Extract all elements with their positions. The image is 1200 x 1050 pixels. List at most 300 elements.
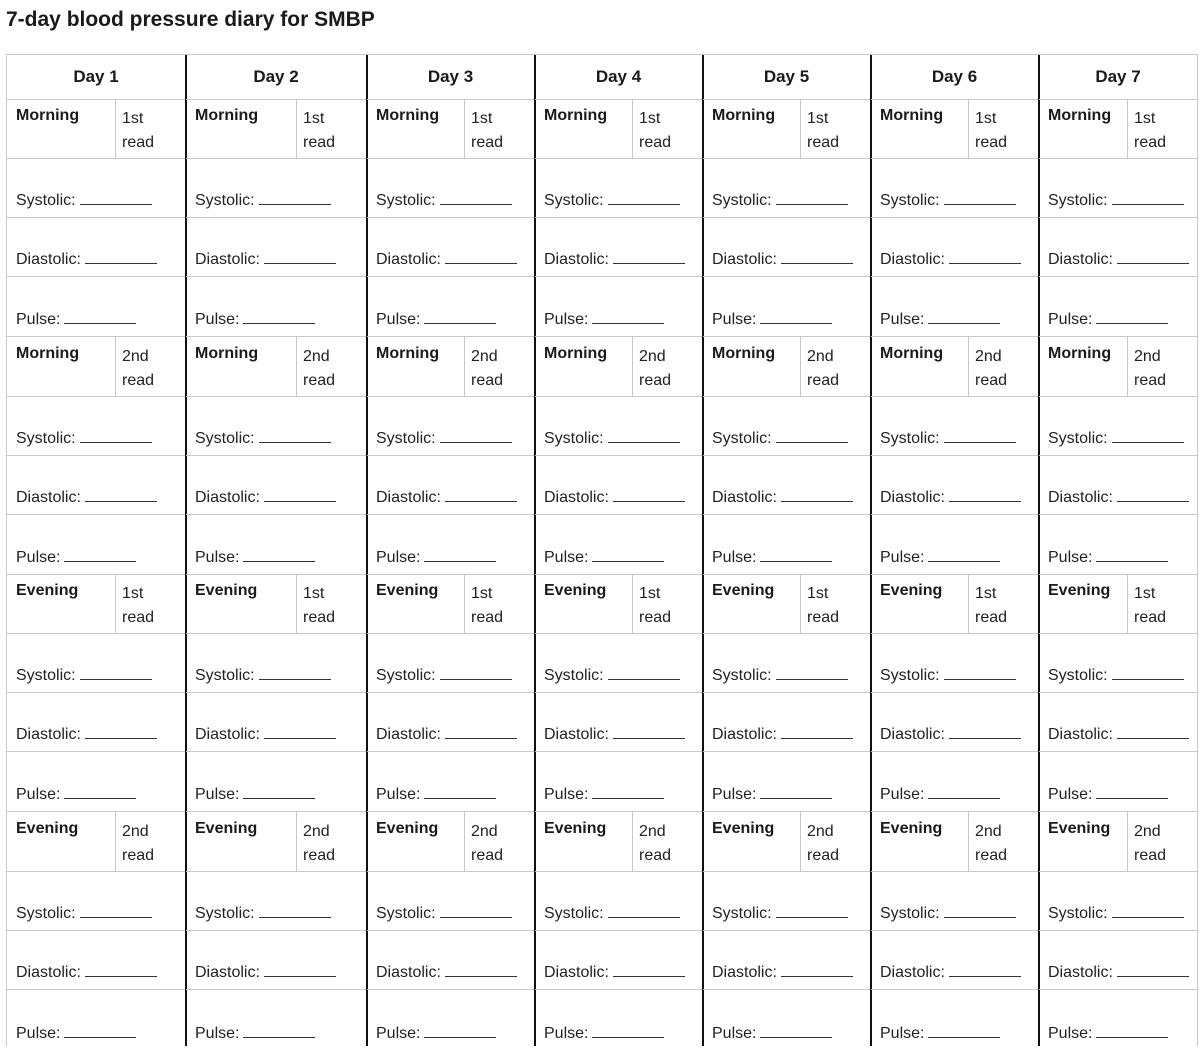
reading-field-row[interactable] — [1039, 159, 1197, 218]
reading-field[interactable] — [16, 428, 152, 448]
reading-field[interactable] — [880, 903, 1016, 923]
blank-entry-line[interactable] — [781, 249, 853, 264]
reading-field-row[interactable] — [1039, 753, 1197, 812]
blank-entry-line[interactable] — [949, 724, 1021, 739]
reading-field[interactable] — [712, 724, 853, 744]
reading-field[interactable] — [1048, 962, 1189, 982]
read-label: 1st — [1134, 110, 1156, 127]
reading-field[interactable] — [880, 784, 1000, 804]
reading-field[interactable] — [1048, 665, 1184, 685]
reading-field[interactable] — [376, 962, 517, 982]
reading-field[interactable] — [16, 665, 152, 685]
blank-entry-line[interactable] — [760, 784, 832, 799]
reading-field[interactable] — [376, 547, 496, 567]
read-number-box — [800, 812, 870, 871]
field-label: Systolic: — [712, 192, 772, 209]
blank-entry-line[interactable] — [424, 547, 496, 562]
blank-entry-line[interactable] — [445, 724, 517, 739]
reading-field-row[interactable] — [535, 991, 702, 1050]
blank-entry-line[interactable] — [264, 487, 336, 502]
reading-field-row[interactable] — [367, 456, 534, 515]
blank-entry-line[interactable] — [264, 962, 336, 977]
reading-field-row[interactable] — [871, 397, 1038, 456]
reading-field[interactable] — [712, 547, 832, 567]
reading-field[interactable] — [544, 665, 680, 685]
blank-entry-line[interactable] — [80, 665, 152, 680]
reading-field[interactable] — [195, 487, 336, 507]
blank-entry-line[interactable] — [264, 724, 336, 739]
field-label: Systolic: — [195, 192, 255, 209]
reading-field-row[interactable] — [7, 991, 185, 1050]
reading-field[interactable] — [16, 724, 157, 744]
reading-field[interactable] — [880, 309, 1000, 329]
reading-field[interactable] — [880, 724, 1021, 744]
reading-field[interactable] — [195, 428, 331, 448]
blank-entry-line[interactable] — [944, 665, 1016, 680]
blank-entry-line[interactable] — [776, 903, 848, 918]
reading-field-row[interactable] — [535, 278, 702, 337]
reading-field-row[interactable] — [367, 218, 534, 277]
reading-field[interactable] — [544, 784, 664, 804]
blank-entry-line[interactable] — [928, 784, 1000, 799]
blank-entry-line[interactable] — [445, 962, 517, 977]
reading-field-row[interactable] — [1039, 931, 1197, 990]
blank-entry-line[interactable] — [776, 428, 848, 443]
field-label: Pulse: — [544, 1024, 589, 1042]
reading-field[interactable] — [880, 547, 1000, 567]
blank-entry-line[interactable] — [64, 1023, 136, 1038]
field-label: Pulse: — [376, 310, 421, 328]
reading-field-row[interactable] — [703, 218, 870, 277]
reading-field[interactable] — [544, 903, 680, 923]
session-header — [871, 574, 1038, 634]
reading-field-row[interactable] — [871, 516, 1038, 575]
reading-field[interactable] — [16, 1023, 136, 1043]
blank-entry-line[interactable] — [928, 1023, 1000, 1038]
reading-field-row[interactable] — [1039, 991, 1197, 1050]
reading-field-row[interactable] — [186, 159, 366, 218]
read-label: read — [471, 134, 504, 151]
reading-field-row[interactable] — [7, 159, 185, 218]
blank-entry-line[interactable] — [608, 665, 680, 680]
reading-field[interactable] — [195, 724, 336, 744]
reading-field[interactable] — [376, 428, 512, 448]
reading-field-row[interactable] — [186, 456, 366, 515]
reading-field[interactable] — [195, 784, 315, 804]
session-name: Morning — [195, 345, 259, 362]
field-label: Systolic: — [1048, 905, 1108, 922]
reading-field[interactable] — [880, 1023, 1000, 1043]
blank-entry-line[interactable] — [1112, 190, 1184, 205]
reading-field[interactable] — [1048, 428, 1184, 448]
blank-entry-line[interactable] — [781, 487, 853, 502]
reading-field-row[interactable] — [535, 397, 702, 456]
read-label: read — [1134, 847, 1167, 864]
blank-entry-line[interactable] — [613, 962, 685, 977]
blank-entry-line[interactable] — [1096, 1023, 1168, 1038]
reading-field-row[interactable] — [1039, 278, 1197, 337]
blank-entry-line[interactable] — [259, 428, 331, 443]
reading-field[interactable] — [1048, 190, 1184, 210]
reading-field[interactable] — [195, 962, 336, 982]
reading-field-row[interactable] — [186, 931, 366, 990]
blank-entry-line[interactable] — [592, 309, 664, 324]
blank-entry-line[interactable] — [264, 249, 336, 264]
blank-entry-line[interactable] — [440, 428, 512, 443]
blank-entry-line[interactable] — [613, 249, 685, 264]
blank-entry-line[interactable] — [608, 903, 680, 918]
reading-field-row[interactable] — [186, 278, 366, 337]
read-label: 2nd — [1134, 348, 1161, 365]
blank-entry-line[interactable] — [1112, 665, 1184, 680]
reading-field-row[interactable] — [1039, 397, 1197, 456]
blank-entry-line[interactable] — [445, 249, 517, 264]
blank-entry-line[interactable] — [64, 547, 136, 562]
session-name: Evening — [195, 820, 258, 837]
blank-entry-line[interactable] — [64, 784, 136, 799]
blank-entry-line[interactable] — [64, 309, 136, 324]
read-label: 1st — [122, 585, 144, 602]
blank-entry-line[interactable] — [243, 547, 315, 562]
blank-entry-line[interactable] — [944, 903, 1016, 918]
reading-field-row[interactable] — [703, 397, 870, 456]
reading-field[interactable] — [712, 962, 853, 982]
field-label: Diastolic: — [880, 489, 945, 507]
field-label: Pulse: — [712, 785, 757, 803]
read-label: read — [122, 847, 155, 864]
reading-field[interactable] — [712, 903, 848, 923]
reading-field-row[interactable] — [703, 456, 870, 515]
reading-field-row[interactable] — [703, 872, 870, 931]
reading-field[interactable] — [195, 903, 331, 923]
blank-entry-line[interactable] — [928, 547, 1000, 562]
field-label: Systolic: — [544, 905, 604, 922]
reading-field[interactable] — [544, 428, 680, 448]
blank-entry-line[interactable] — [1117, 962, 1189, 977]
reading-field-row[interactable] — [367, 634, 534, 693]
reading-field-row[interactable] — [1039, 693, 1197, 752]
blank-entry-line[interactable] — [1096, 784, 1168, 799]
reading-field[interactable] — [195, 665, 331, 685]
blank-entry-line[interactable] — [613, 487, 685, 502]
reading-field-row[interactable] — [1039, 218, 1197, 277]
reading-field[interactable] — [712, 190, 848, 210]
reading-field-row[interactable] — [7, 397, 185, 456]
read-number-box — [464, 99, 534, 158]
reading-field[interactable] — [195, 309, 315, 329]
reading-field-row[interactable] — [367, 397, 534, 456]
reading-field-row[interactable] — [535, 634, 702, 693]
read-label: 2nd — [471, 348, 498, 365]
reading-field[interactable] — [544, 190, 680, 210]
reading-field-row[interactable] — [7, 278, 185, 337]
reading-field-row[interactable] — [367, 931, 534, 990]
reading-field-row[interactable] — [186, 634, 366, 693]
reading-field[interactable] — [1048, 784, 1168, 804]
reading-field-row[interactable] — [1039, 634, 1197, 693]
reading-field-row[interactable] — [367, 516, 534, 575]
reading-field[interactable] — [376, 249, 517, 269]
field-label: Diastolic: — [376, 489, 441, 507]
blank-entry-line[interactable] — [424, 1023, 496, 1038]
blank-entry-line[interactable] — [760, 547, 832, 562]
reading-field-row[interactable] — [535, 872, 702, 931]
reading-field-row[interactable] — [703, 693, 870, 752]
session-name: Evening — [880, 582, 943, 599]
reading-field[interactable] — [880, 428, 1016, 448]
blank-entry-line[interactable] — [85, 724, 157, 739]
reading-field-row[interactable] — [7, 516, 185, 575]
day-column — [367, 55, 536, 1046]
reading-field-row[interactable] — [871, 159, 1038, 218]
reading-field-row[interactable] — [367, 278, 534, 337]
reading-field[interactable] — [880, 665, 1016, 685]
reading-field-row[interactable] — [7, 872, 185, 931]
page-title: 7-day blood pressure diary for SMBP — [6, 8, 375, 31]
read-label: read — [639, 372, 672, 389]
reading-field[interactable] — [880, 190, 1016, 210]
blank-entry-line[interactable] — [592, 1023, 664, 1038]
reading-field[interactable] — [544, 724, 685, 744]
reading-field[interactable] — [16, 962, 157, 982]
reading-field[interactable] — [544, 487, 685, 507]
blank-entry-line[interactable] — [592, 784, 664, 799]
reading-field-row[interactable] — [186, 218, 366, 277]
session-header — [7, 812, 185, 872]
reading-field-row[interactable] — [186, 516, 366, 575]
blank-entry-line[interactable] — [592, 547, 664, 562]
reading-field-row[interactable] — [7, 634, 185, 693]
reading-field[interactable] — [1048, 1023, 1168, 1043]
field-label: Systolic: — [16, 430, 76, 447]
reading-field-row[interactable] — [871, 931, 1038, 990]
reading-field-row[interactable] — [367, 693, 534, 752]
blank-entry-line[interactable] — [243, 1023, 315, 1038]
reading-field[interactable] — [376, 665, 512, 685]
reading-field-row[interactable] — [7, 753, 185, 812]
read-label: read — [1134, 372, 1167, 389]
reading-field-row[interactable] — [703, 931, 870, 990]
reading-field[interactable] — [376, 784, 496, 804]
blank-entry-line[interactable] — [1112, 428, 1184, 443]
day-column — [535, 55, 704, 1046]
reading-field-row[interactable] — [535, 931, 702, 990]
reading-field-row[interactable] — [186, 872, 366, 931]
reading-field-row[interactable] — [367, 991, 534, 1050]
reading-field-row[interactable] — [186, 397, 366, 456]
reading-field[interactable] — [712, 784, 832, 804]
reading-field-row[interactable] — [367, 872, 534, 931]
blank-entry-line[interactable] — [440, 903, 512, 918]
reading-field-row[interactable] — [186, 693, 366, 752]
reading-field[interactable] — [544, 547, 664, 567]
session-name: Morning — [1048, 345, 1112, 362]
blank-entry-line[interactable] — [1112, 903, 1184, 918]
blank-entry-line[interactable] — [80, 428, 152, 443]
reading-field-row[interactable] — [535, 218, 702, 277]
reading-field[interactable] — [1048, 487, 1189, 507]
reading-field[interactable] — [1048, 249, 1189, 269]
reading-field[interactable] — [195, 547, 315, 567]
reading-field-row[interactable] — [871, 753, 1038, 812]
field-label: Pulse: — [712, 1024, 757, 1042]
blank-entry-line[interactable] — [440, 665, 512, 680]
field-label: Diastolic: — [376, 726, 441, 744]
reading-field[interactable] — [376, 724, 517, 744]
reading-field-row[interactable] — [703, 991, 870, 1050]
reading-field-row[interactable] — [703, 278, 870, 337]
blank-entry-line[interactable] — [944, 190, 1016, 205]
reading-field[interactable] — [16, 487, 157, 507]
reading-field-row[interactable] — [1039, 516, 1197, 575]
reading-field[interactable] — [712, 1023, 832, 1043]
reading-field[interactable] — [712, 487, 853, 507]
reading-field[interactable] — [195, 249, 336, 269]
blank-entry-line[interactable] — [760, 309, 832, 324]
reading-field-row[interactable] — [703, 753, 870, 812]
reading-field[interactable] — [712, 309, 832, 329]
field-label: Systolic: — [376, 430, 436, 447]
blank-entry-line[interactable] — [80, 903, 152, 918]
reading-field-row[interactable] — [871, 218, 1038, 277]
blank-entry-line[interactable] — [1096, 547, 1168, 562]
blank-entry-line[interactable] — [949, 487, 1021, 502]
read-number-box — [115, 99, 185, 158]
reading-field-row[interactable] — [186, 991, 366, 1050]
reading-field-row[interactable] — [7, 456, 185, 515]
reading-field[interactable] — [376, 487, 517, 507]
reading-field[interactable] — [16, 784, 136, 804]
reading-field[interactable] — [16, 190, 152, 210]
reading-field[interactable] — [1048, 903, 1184, 923]
blank-entry-line[interactable] — [944, 428, 1016, 443]
reading-field[interactable] — [712, 249, 853, 269]
reading-field[interactable] — [16, 309, 136, 329]
day-header: Day 5 — [703, 55, 870, 100]
blank-entry-line[interactable] — [424, 309, 496, 324]
reading-field[interactable] — [195, 1023, 315, 1043]
blank-entry-line[interactable] — [259, 665, 331, 680]
reading-field[interactable] — [712, 665, 848, 685]
read-label: 1st — [975, 110, 997, 127]
blank-entry-line[interactable] — [80, 190, 152, 205]
session-header — [367, 574, 534, 634]
reading-field[interactable] — [1048, 309, 1168, 329]
reading-field-row[interactable] — [535, 159, 702, 218]
reading-field-row[interactable] — [7, 931, 185, 990]
reading-field-row[interactable] — [186, 753, 366, 812]
blank-entry-line[interactable] — [760, 1023, 832, 1038]
reading-field[interactable] — [880, 962, 1021, 982]
blank-entry-line[interactable] — [949, 249, 1021, 264]
blank-entry-line[interactable] — [424, 784, 496, 799]
blank-entry-line[interactable] — [949, 962, 1021, 977]
reading-field-row[interactable] — [871, 693, 1038, 752]
blank-entry-line[interactable] — [613, 724, 685, 739]
reading-field-row[interactable] — [1039, 872, 1197, 931]
reading-field-row[interactable] — [535, 753, 702, 812]
reading-field-row[interactable] — [7, 218, 185, 277]
blank-entry-line[interactable] — [85, 487, 157, 502]
reading-field[interactable] — [195, 190, 331, 210]
reading-field-row[interactable] — [871, 872, 1038, 931]
reading-field[interactable] — [880, 249, 1021, 269]
reading-field[interactable] — [880, 487, 1021, 507]
blank-entry-line[interactable] — [445, 487, 517, 502]
reading-field[interactable] — [16, 903, 152, 923]
reading-field-row[interactable] — [871, 991, 1038, 1050]
reading-field[interactable] — [544, 962, 685, 982]
blank-entry-line[interactable] — [85, 249, 157, 264]
reading-field[interactable] — [16, 547, 136, 567]
blank-entry-line[interactable] — [259, 903, 331, 918]
reading-field[interactable] — [376, 190, 512, 210]
blank-entry-line[interactable] — [259, 190, 331, 205]
reading-field-row[interactable] — [703, 159, 870, 218]
reading-field-row[interactable] — [703, 516, 870, 575]
reading-field-row[interactable] — [535, 516, 702, 575]
reading-field[interactable] — [16, 249, 157, 269]
session-header — [7, 337, 185, 397]
blank-entry-line[interactable] — [776, 665, 848, 680]
reading-field[interactable] — [544, 309, 664, 329]
reading-field-row[interactable] — [703, 634, 870, 693]
reading-field[interactable] — [544, 1023, 664, 1043]
read-label: 1st — [303, 585, 325, 602]
reading-field-row[interactable] — [367, 753, 534, 812]
blank-entry-line[interactable] — [440, 190, 512, 205]
reading-field-row[interactable] — [535, 693, 702, 752]
session-name: Evening — [712, 820, 775, 837]
reading-field[interactable] — [376, 309, 496, 329]
reading-field-row[interactable] — [535, 456, 702, 515]
field-label: Pulse: — [16, 1024, 61, 1042]
read-number-box — [1127, 337, 1197, 396]
blank-entry-line[interactable] — [1117, 249, 1189, 264]
blank-entry-line[interactable] — [1117, 487, 1189, 502]
session-header — [871, 99, 1038, 159]
field-label: Pulse: — [376, 1024, 421, 1042]
blank-entry-line[interactable] — [1096, 309, 1168, 324]
reading-field[interactable] — [1048, 547, 1168, 567]
reading-field[interactable] — [712, 428, 848, 448]
blank-entry-line[interactable] — [608, 190, 680, 205]
field-label: Diastolic: — [880, 251, 945, 269]
blank-entry-line[interactable] — [243, 784, 315, 799]
blank-entry-line[interactable] — [243, 309, 315, 324]
blank-entry-line[interactable] — [928, 309, 1000, 324]
reading-field[interactable] — [544, 249, 685, 269]
reading-field-row[interactable] — [871, 634, 1038, 693]
reading-field-row[interactable] — [871, 456, 1038, 515]
read-label: 1st — [639, 110, 661, 127]
blank-entry-line[interactable] — [1117, 724, 1189, 739]
reading-field-row[interactable] — [1039, 456, 1197, 515]
blank-entry-line[interactable] — [608, 428, 680, 443]
blank-entry-line[interactable] — [781, 962, 853, 977]
field-label: Pulse: — [195, 310, 240, 328]
reading-field[interactable] — [376, 1023, 496, 1043]
blank-entry-line[interactable] — [85, 962, 157, 977]
session-name: Evening — [16, 820, 79, 837]
reading-field[interactable] — [1048, 724, 1189, 744]
blank-entry-line[interactable] — [781, 724, 853, 739]
reading-field-row[interactable] — [871, 278, 1038, 337]
reading-field[interactable] — [376, 903, 512, 923]
reading-field-row[interactable] — [367, 159, 534, 218]
blank-entry-line[interactable] — [776, 190, 848, 205]
reading-field-row[interactable] — [7, 693, 185, 752]
